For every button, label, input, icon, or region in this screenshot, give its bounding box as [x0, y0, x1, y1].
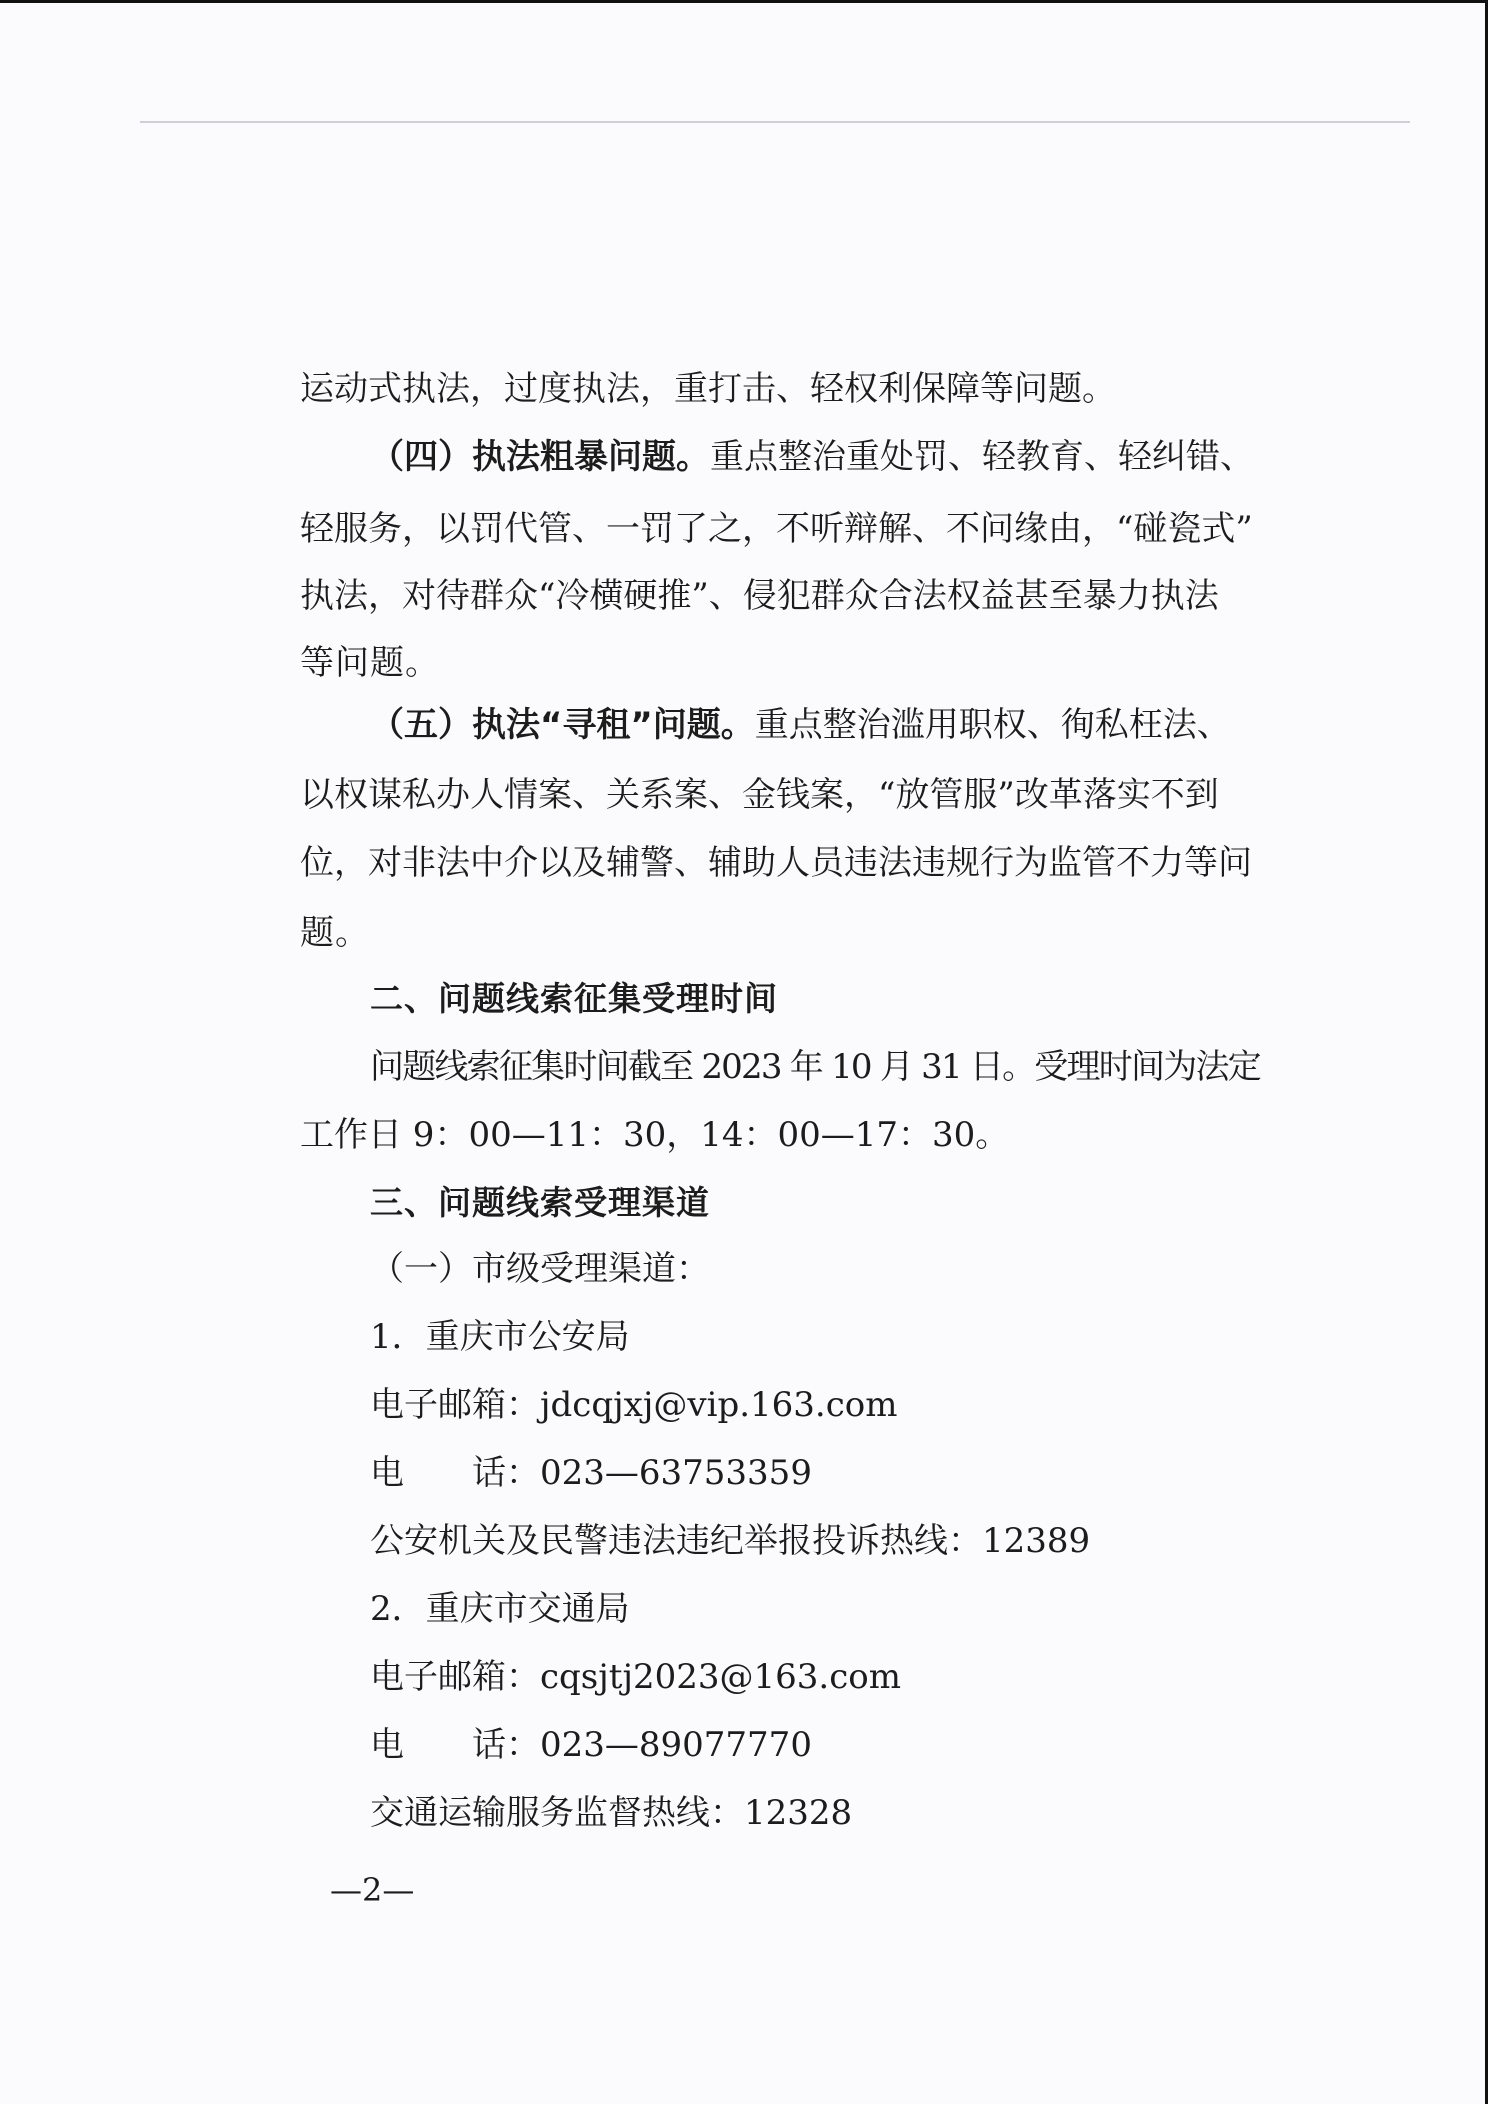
- entry2-phone-row: [370, 1722, 812, 1768]
- entry1-name: 1．重庆市公安局: [370, 1317, 630, 1357]
- item5-line1-text: 重点整治滥用职权、徇私枉法、: [754, 705, 1231, 745]
- item4-line1: [370, 434, 1260, 480]
- paragraph-3-tail: 运动式执法，过度执法，重打击、轻权利保障等问题。: [300, 369, 1116, 409]
- entry2-hotline: 交通运输服务监督热线：12328: [370, 1793, 853, 1833]
- entry2-email-row: [370, 1654, 901, 1700]
- entry2-phone-label: 电 话：: [370, 1725, 540, 1765]
- section2-line1: 问题线索征集时间截至 2023 年 10 月 31 日。受理时间为法定: [370, 1047, 1260, 1087]
- item4-label: （四）执法粗暴问题。: [370, 437, 710, 477]
- item4-line2: 轻服务，以罚代管、一罚了之，不听辩解、不问缘由，“碰瓷式”: [300, 509, 1253, 549]
- entry2-name: 2．重庆市交通局: [370, 1589, 630, 1629]
- entry1-phone-row: [370, 1450, 812, 1496]
- entry1-email: jdcqjxj@vip.163.com: [540, 1385, 898, 1425]
- item4-line1-text: 重点整治重处罚、轻教育、轻纠错、: [710, 437, 1254, 477]
- header-rule: [140, 121, 1410, 123]
- entry1-phone-label: 电 话：: [370, 1453, 540, 1493]
- section2-line2: 工作日 9：00—11：30，14：00—17：30。: [300, 1115, 1010, 1155]
- item5-line1: [370, 702, 1260, 748]
- section3-heading: 三、问题线索受理渠道: [370, 1183, 710, 1222]
- item5-line2: 以权谋私办人情案、关系案、金钱案，“放管服”改革落实不到: [300, 775, 1219, 815]
- entry1-hotline: 公安机关及民警违法违纪举报投诉热线：12389: [370, 1521, 1091, 1561]
- section2-heading: 二、问题线索征集受理时间: [370, 979, 778, 1018]
- page-number: —2—: [330, 1871, 415, 1909]
- entry1-email-row: [370, 1382, 897, 1428]
- entry2-phone: 023—89077770: [540, 1725, 812, 1765]
- entry1-email-label: 电子邮箱：: [370, 1385, 540, 1425]
- scan-border-top: [0, 0, 1488, 3]
- item5-line4: 题。: [300, 913, 370, 953]
- entry1-phone: 023—63753359: [540, 1453, 812, 1493]
- entry2-email-label: 电子邮箱：: [370, 1657, 540, 1697]
- item5-line3: 位，对非法中介以及辅警、辅助人员违法违规行为监管不力等问: [300, 843, 1252, 883]
- item4-line4: 等问题。: [300, 643, 440, 683]
- section3-sub1: （一）市级受理渠道：: [370, 1249, 710, 1289]
- entry2-email: cqsjtj2023@163.com: [540, 1657, 901, 1697]
- item4-line3: 执法，对待群众“冷横硬推”、侵犯群众合法权益甚至暴力执法: [300, 576, 1219, 616]
- item5-label: （五）执法“寻租”问题。: [370, 705, 755, 745]
